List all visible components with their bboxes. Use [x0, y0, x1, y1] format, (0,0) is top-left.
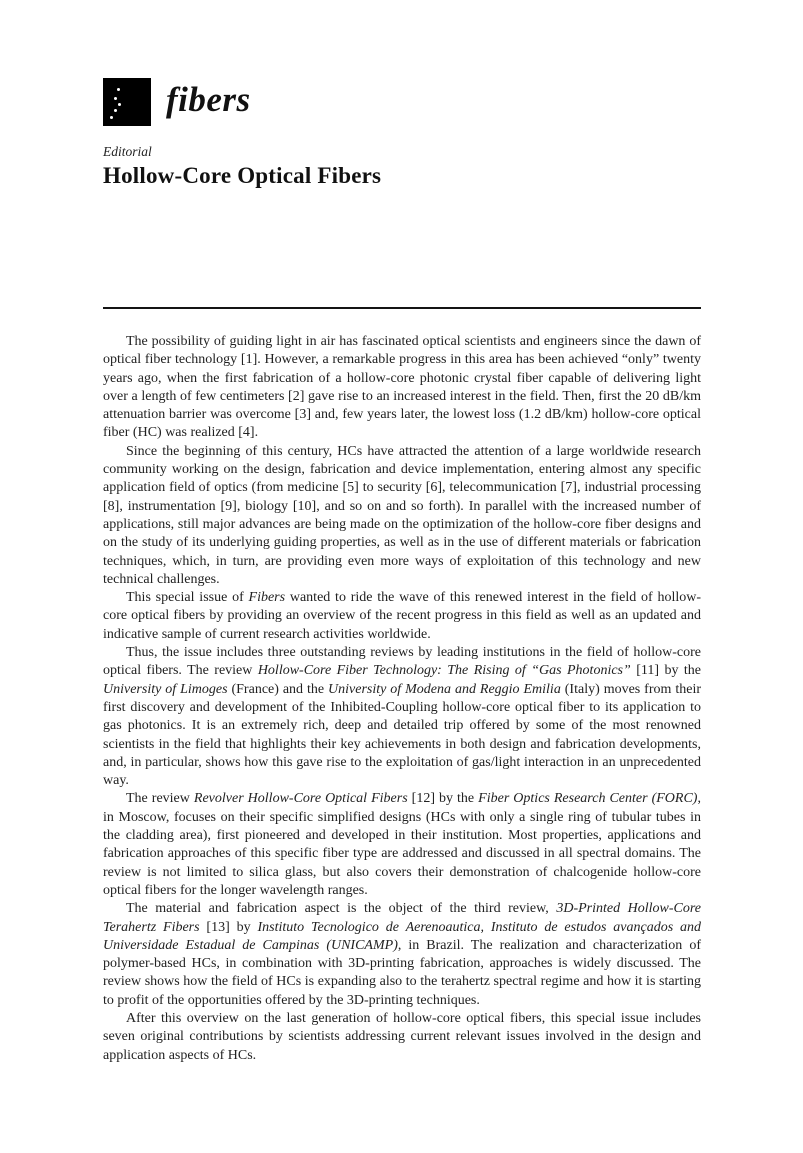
paragraph: [103, 443, 701, 589]
text-run: Thus, the issue includes three outstanding reviews by leading institutions in the field of hollow-core optical fibers. The review: [103, 645, 701, 679]
journal-name: fibers: [166, 79, 251, 119]
text-run: After this overview on the last generation of hollow-core optical fibers, this special issue includes seven original contributions by scientists addressing current relevant issues involved in the design and application aspects of HCs.: [103, 1010, 701, 1063]
paragraph: [103, 644, 701, 790]
article-title: Hollow-Core Optical Fibers: [103, 163, 382, 188]
logo-dot: [118, 103, 121, 106]
italic-text-run: University of Modena and Reggio Emilia: [328, 681, 561, 697]
italic-text-run: Revolver Hollow-Core Optical Fibers: [193, 791, 408, 807]
italic-text-run: Fibers: [248, 590, 286, 606]
text-run: This special issue of: [126, 590, 249, 606]
italic-text-run: Hollow-Core Fiber Technology: The Rising of “Gas Photonics”: [257, 663, 631, 679]
text-run: wanted to ride the wave of this renewed interest in the field of hollow-core optical fibers by providing an overview of the recent progress in this field as well as an updated and indicative sample of current research activities worldwide.: [103, 590, 701, 642]
text-run: (France) and the: [227, 681, 329, 697]
paragraph: [103, 1010, 701, 1065]
text-run: , in Moscow, focuses on their specific simplified designs (HCs with only a single ring of tubular tubes in the cladding area), first pioneered and developed in their institution. Most properties, applications and fabrication approaches of this specific fiber type are addressed and discussed in all spectral domains. The review is not limited to silica glass, but also covers their demonstration of chalcogenide hollow-core optical fibers for the longer wavelength ranges.: [103, 791, 701, 898]
text-run: [11] by the: [630, 663, 701, 679]
text-run: [13] by: [199, 919, 258, 935]
logo-dot: [117, 88, 120, 91]
text-run: (Italy) moves from their first discovery and development of the Inhibited-Coupling hollow-core optical fiber to its application to gas photonics. It is an extremely rich, deep and detailed trip offered by some of the most renowned scientists in the field that highlights their key achievements in both design and fabrication developments, and, in particular, shows how this gave rise to the exploitation of gas/light interaction in an unprecedented way.: [103, 681, 701, 789]
text-run: The material and fabrication aspect is the object of the third review,: [126, 901, 557, 917]
paragraph: [103, 790, 701, 900]
text-run: [12] by the: [407, 791, 479, 807]
paragraph: [103, 333, 701, 443]
journal-brand: [103, 78, 701, 126]
logo-dot: [110, 116, 113, 119]
header-divider: [103, 307, 701, 309]
italic-text-run: University of Limoges: [103, 681, 228, 697]
italic-text-run: Instituto Tecnologico de Aerenoautica, Instituto de estudos avançados and Universidade Estadual de Campinas (UNICAMP): [103, 919, 702, 953]
fibers-logo-icon: [103, 78, 151, 126]
italic-text-run: Fiber Optics Research Center (FORC): [478, 791, 698, 807]
paragraph: [103, 589, 701, 644]
article-type-label: Editorial: [103, 144, 152, 159]
journal-header: [103, 78, 701, 190]
text-run: , in Brazil. The realization and characterization of polymer-based HCs, in combination with 3D-printing fabrication, approaches is widely discussed. The review shows how the field of HCs is expanding also to the terahertz spectral regime and how it is starting to profit of the opportunities offered by the 3D-printing techniques.: [103, 937, 701, 1008]
italic-text-run: 3D-Printed Hollow-Core Terahertz Fibers: [103, 901, 701, 935]
paragraph: [103, 900, 701, 1010]
logo-dot: [114, 109, 117, 112]
text-run: Since the beginning of this century, HCs have attracted the attention of a large worldwide research community working on the design, fabrication and device implementation, entering almost any specific application field of optics (from medicine [5] to security [6], telecommunication [7], industrial processing [8], instrumentation [9], biology [10], and so on and so forth). In parallel with the increased number of applications, still major advances are being made on the optimization of the hollow-core fiber designs and on the study of its underlying guiding properties, as well as in the use of different materials or fabrication techniques, which, in turn, are providing even more ways of exploitation of this technology and new technical challenges.: [103, 443, 701, 587]
logo-dot: [114, 97, 117, 100]
text-run: The possibility of guiding light in air has fascinated optical scientists and engineers since the dawn of optical fiber technology [1]. However, a remarkable progress in this area has been achieved “only” twenty years ago, when the first fabrication of a hollow-core photonic crystal fiber capable of delivering light over a length of few centimeters [2] gave rise to an increased interest in the field. Then, first the 20 dB/km attenuation barrier was overcome [3] and, few years later, the lowest loss (1.2 dB/km) hollow-core optical fiber (HC) was realized [4].: [103, 334, 701, 441]
article-body: [103, 333, 701, 1065]
text-run: The review: [126, 791, 194, 807]
